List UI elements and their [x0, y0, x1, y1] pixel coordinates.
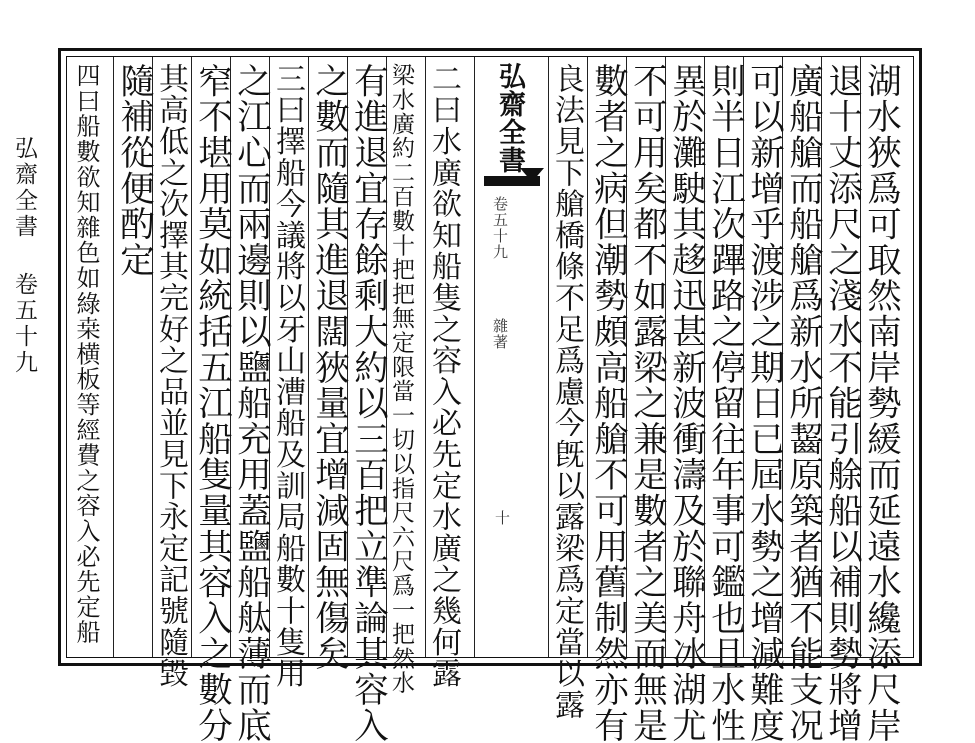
text-column: 四曰船數欲知雜色如綠桒横板等經費之容入必先定船: [72, 63, 100, 645]
text-column: 則半日江次蹕路之停留往年事可鑑也且水性: [704, 63, 745, 743]
text-column: 湖水狹爲可取然南岸勢緩而延遠水纔添尺岸: [860, 63, 901, 743]
text-column: 之江心而兩邊則以鹽船充用蓋鹽船舦薄而底: [230, 63, 271, 743]
center-title: 弘齋全書: [494, 62, 525, 174]
text-column: 退十丈添尺之淺水不能引艅船以補則勢將增: [821, 63, 862, 743]
text-column: 不可用矣都不如露梁之兼是數者之美而無是: [626, 63, 667, 743]
center-fold-left: [474, 57, 475, 657]
text-column: 廣船艙而船艙爲新水所齧原築者猶不能支况: [782, 63, 823, 743]
text-column: 其高低之次擇其完好之品並見下永定記號隨毀: [153, 63, 188, 689]
center-volume: 卷五十九: [491, 196, 509, 260]
center-page-number: 十: [493, 510, 511, 526]
text-column: 隨補從便酌定: [113, 63, 154, 278]
center-category: 雜著: [491, 318, 509, 350]
fish-tail-mark: [520, 168, 544, 182]
side-volume: 卷五十九: [11, 272, 37, 376]
text-column: 數者之病但潮勢頗高船艙不可用舊制然亦有: [587, 63, 628, 743]
text-column: 良法見下艙橋條不足爲慮今旣以露梁爲定當以露: [549, 63, 584, 721]
text-column: 二曰水廣欲知船隻之容入必先定水廣之幾何露: [426, 63, 461, 689]
text-column: 窄不堪用莫如統括五江船隻量其容入之數分: [191, 63, 232, 743]
text-column: 異於灘駛其趍迅甚新波衝濤及於聯舟冰湖尤: [665, 63, 706, 743]
text-column: 有進退宜存餘剩大約以三百把立準論其容入: [347, 63, 388, 743]
text-column: 三曰擇船今議將以牙山漕船及訓局船數十隻用: [270, 63, 305, 689]
text-column: 可以新增乎渡涉之期日已屆水勢之增減難度: [743, 63, 784, 743]
text-column: 梁水廣約二百數十把把無定限當一切以指尺六尺爲一把然水: [388, 63, 414, 695]
text-column: 之數而隨其進退闊狹量宜增減固無傷矣: [308, 63, 349, 672]
side-title: 弘齋全書: [11, 136, 37, 240]
